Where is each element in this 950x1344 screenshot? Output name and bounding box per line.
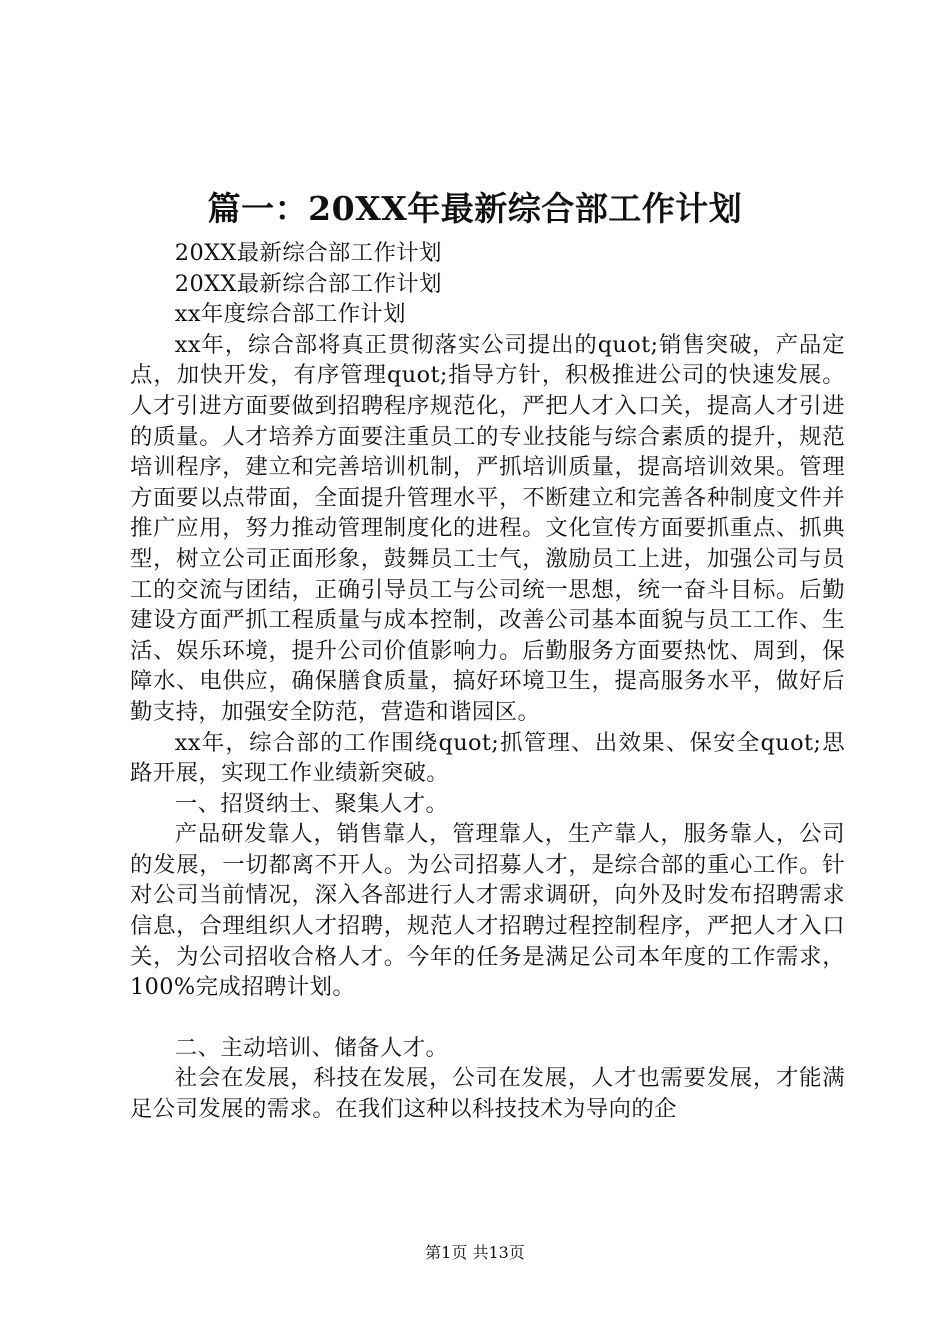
document-title: 篇一：20XX年最新综合部工作计划 xyxy=(207,189,743,228)
paragraph: 20XX最新综合部工作计划 xyxy=(174,240,442,266)
paragraph: xx年，综合部将真正贯彻落实公司提出的quot;销售突破，产品定点，加快开发，有序管理quot;指导方针，积极推进公司的快速发展。人才引进方面要做到招聘程序规范化，严把人才入口关，提高人才引进的质量。人才培养方面要注重员工的专业技能与综合素质的提升，规范培训程序，建立和完善培训机制，严抓培训质量，提高培训效果。管理方面要以点带面，全面提升管理水平，不断建立和完善各种制度文件并推广应用，努力推动管理制度化的进程。文化宣传方面要抓重点、抓典型，树立公司正面形象，鼓舞员工士气，激励员工上进，加强公司与员工的交流与团结，正确引导员工与公司统一思想，统一奋斗目标。后勤建设方面严抓工程质量与成本控制，改善公司基本面貌与员工工作、生活、娱乐环境，提升公司价值影响力。后勤服务方面要热忱、周到，保障水、电供应，确保膳食质量，搞好环境卫生，提高服务水平，做好后勤支持，加强安全防范，营造和谐园区。 xyxy=(130,331,845,725)
paragraph: xx年度综合部工作计划 xyxy=(174,301,406,328)
paragraph: xx年，综合部的工作围绕quot;抓管理、出效果、保安全quot;思路开展，实现工作业绩新突破。 xyxy=(130,729,845,787)
paragraph: 产品研发靠人，销售靠人，管理靠人，生产靠人，服务靠人，公司的发展，一切都离不开人。为公司招募人才，是综合部的重心工作。针对公司当前情况，深入各部进行人才需求调研，向外及时发布招聘需求信息，合理组织人才招聘，规范人才招聘过程控制程序，严把人才入口关，为公司招收合格人才。今年的任务是满足公司本年度的工作需求，100%完成招聘计划。 xyxy=(130,821,845,1001)
document-body xyxy=(130,238,845,1125)
paragraph: 社会在发展，科技在发展，公司在发展，人才也需要发展，才能满足公司发展的需求。在我们这种以科技技术为导向的企 xyxy=(130,1065,845,1123)
section-heading: 一、招贤纳士、聚集人才。 xyxy=(174,790,449,817)
section-heading: 二、主动培训、储备人才。 xyxy=(174,1034,449,1061)
paragraph: 20XX最新综合部工作计划 xyxy=(174,270,442,297)
page-number-footer: 第1页 共13页 xyxy=(425,1243,525,1262)
